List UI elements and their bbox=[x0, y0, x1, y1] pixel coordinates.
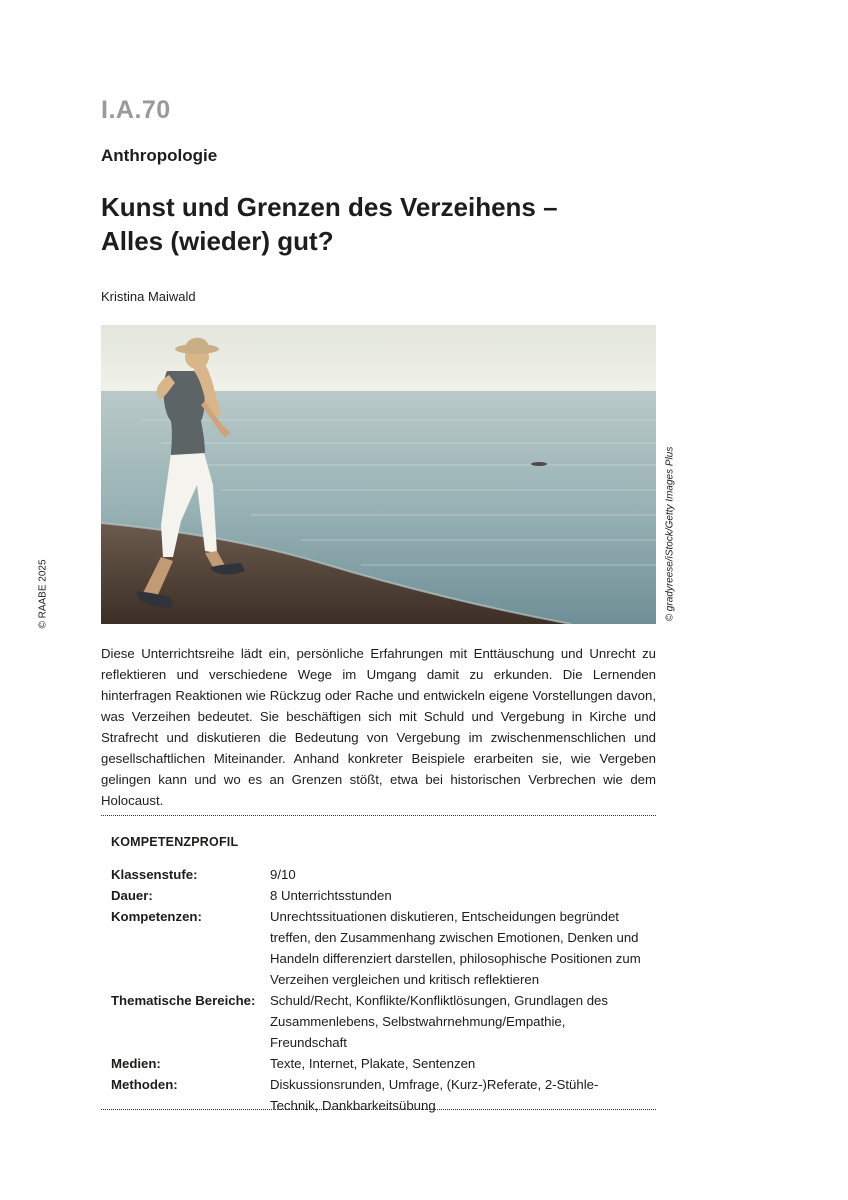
table-row bbox=[111, 990, 641, 1053]
author-name: Kristina Maiwald bbox=[101, 289, 196, 304]
row-label: Klassenstufe: bbox=[111, 867, 198, 882]
row-label: Methoden: bbox=[111, 1077, 178, 1092]
row-value: Schuld/Recht, Konflikte/Konfliktlösungen, Grundlagen des Zusammenlebens, Selbstwahrnehmung/Empathie, Freundschaft bbox=[270, 993, 608, 1050]
table-row bbox=[111, 1053, 641, 1074]
table-row bbox=[111, 906, 641, 990]
row-label: Dauer: bbox=[111, 888, 153, 903]
profile-bottom-divider bbox=[101, 1109, 656, 1110]
row-value: 9/10 bbox=[270, 867, 296, 882]
photo-credit: © gradyreese/iStock/Getty Images Plus bbox=[664, 446, 676, 622]
table-row bbox=[111, 864, 641, 885]
cover-photo-illustration bbox=[101, 325, 656, 624]
document-code: I.A.70 bbox=[101, 96, 171, 124]
intro-paragraph: Diese Unterrichtsreihe lädt ein, persönliche Erfahrungen mit Enttäuschung und Unrecht zu reflektieren und verschiedene Wege im Umgang damit zu erkunden. Die Lernenden hinterfragen Reaktionen wie Rückzug oder Rache und entwickeln eigene Vorstellungen davon, was Verzeihen bedeutet. Sie beschäftigen sich mit Schuld und Vergebung in Kirche und Strafrecht und diskutieren die Bedeutung von Vergebung im zwischenmenschlichen und gesellschaftlichen Miteinander. Anhand konkreter Beispiele erarbeiten sie, wie Vergeben gelingen kann und wo es an Grenzen stößt, etwa bei historischen Verbrechen wie dem Holocaust. bbox=[101, 646, 656, 808]
table-row bbox=[111, 885, 641, 906]
row-value: Diskussionsrunden, Umfrage, (Kurz-)Referate, 2-Stühle-Technik, Dankbarkeitsübung bbox=[270, 1077, 599, 1113]
title-line-2: Alles (wieder) gut? bbox=[101, 226, 334, 256]
page-title bbox=[101, 190, 701, 258]
title-line-1: Kunst und Grenzen des Verzeihens – bbox=[101, 192, 558, 222]
row-label: Medien: bbox=[111, 1056, 161, 1071]
competence-profile-table bbox=[111, 864, 641, 1116]
row-label: Kompetenzen: bbox=[111, 909, 202, 924]
profile-heading: KOMPETENZPROFIL bbox=[111, 835, 239, 849]
row-label: Thematische Bereiche: bbox=[111, 993, 256, 1008]
row-value: Unrechtssituationen diskutieren, Entscheidungen begründet treffen, den Zusammenhang zwischen Emotionen, Denken und Handeln differenziert darstellen, philosophische Positionen zum Verzeihen vergleichen und kritisch reflektieren bbox=[270, 909, 641, 987]
profile-top-divider bbox=[101, 815, 656, 816]
row-value: 8 Unterrichtsstunden bbox=[270, 888, 392, 903]
cover-photo bbox=[101, 325, 656, 624]
side-copyright: © RAABE 2025 bbox=[37, 559, 49, 629]
row-value: Texte, Internet, Plakate, Sentenzen bbox=[270, 1056, 476, 1071]
category-heading: Anthropologie bbox=[101, 146, 218, 165]
